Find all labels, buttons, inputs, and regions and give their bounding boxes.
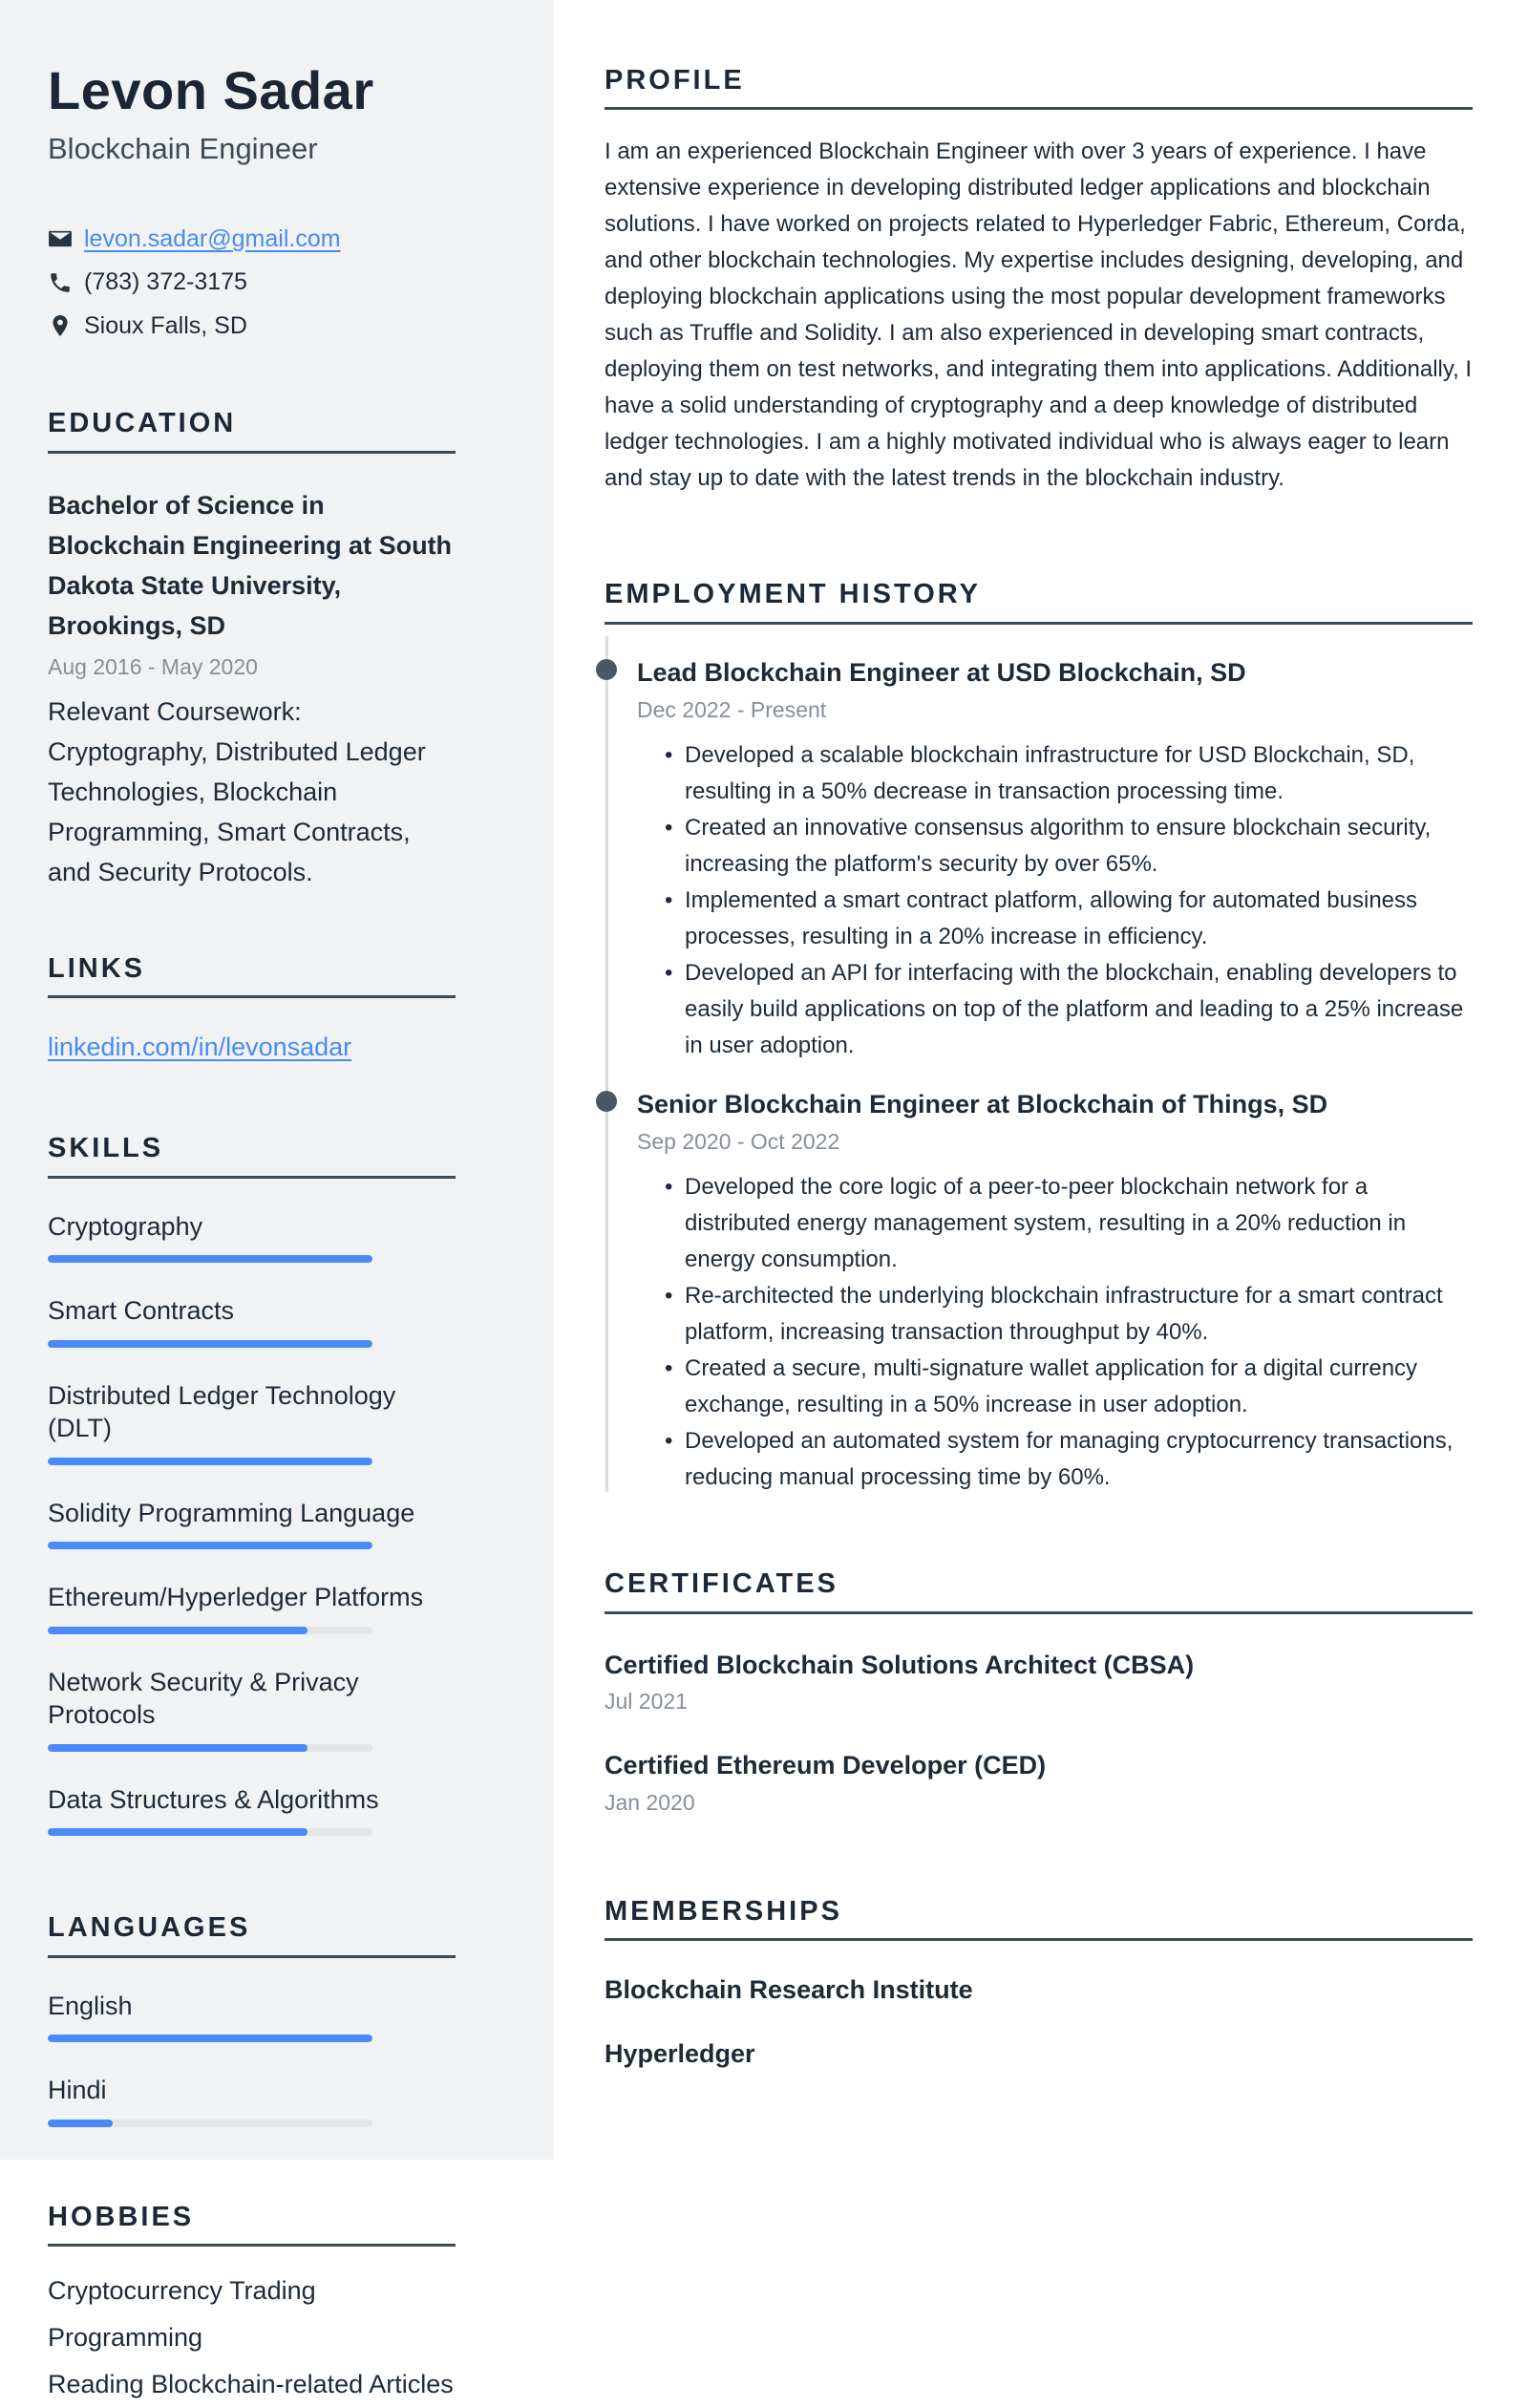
job-entry (637, 657, 1473, 1064)
main-column (554, 0, 1528, 2160)
bullet-text: Developed the core logic of a peer-to-peer blockchain network for a distributed energy management system, resulting in a 20% reduction in energy consumption. (685, 1174, 1407, 1273)
job-title: Senior Blockchain Engineer at Blockchain of Things, SD (637, 1090, 1328, 1119)
profile-section (605, 65, 1473, 497)
certificate-date: Jul 2021 (605, 1689, 688, 1715)
skill-bar-track (48, 1828, 372, 1836)
email-link[interactable]: levon.sadar@gmail.com (84, 224, 341, 252)
skill-bar-fill (48, 1744, 308, 1752)
profile-text: I am an experienced Blockchain Engineer with over 3 years of experience. I have extensive experience in developing distributed ledger applications and blockchain solutions. I have worked on projects related to Hyperledger Fabric, Ethereum, Corda, and other blockchain technologies. My expertise includes designing, developing, and deploying blockchain applications using the most popular development frameworks such as Truffle and Solidity. I am also experienced in developing smart contracts, deploying them on test networks, and integrating them into applications. Additionally, I have a solid understanding of cryptography and a deep knowledge of distributed ledger technologies. I am a highly motivated individual who is always eager to learn and stay up to date with the latest trends in the blockchain industry. (605, 139, 1473, 492)
contact-block (48, 224, 456, 342)
job-bullet-list (637, 737, 1473, 1064)
degree-title: Bachelor of Science in Blockchain Engineering at South Dakota State University, Brookings, SD (48, 490, 453, 640)
skill-bar-fill (48, 1627, 308, 1634)
education-section (48, 408, 456, 891)
section-rule (48, 1955, 456, 1958)
job-bullet (665, 1423, 1473, 1496)
bullet-icon: • (665, 815, 673, 842)
bullet-text: Developed an automated system for managing cryptocurrency transactions, reducing manual processing time by 60%. (685, 1428, 1454, 1491)
bullet-icon: • (665, 1355, 673, 1382)
certificate-title: Certified Ethereum Developer (CED) (605, 1751, 1047, 1780)
link-item (48, 1033, 456, 1062)
hobby-item: Cryptocurrency Trading (48, 2276, 316, 2306)
section-rule (48, 1176, 456, 1179)
profile-heading: PROFILE (605, 65, 745, 96)
job-bullet (665, 1169, 1473, 1278)
bullet-text: Re-architected the underlying blockchain infrastructure for a smart contract platform, increasing transaction throughput by 40%. (685, 1283, 1443, 1346)
skill-label: Solidity Programming Language (48, 1498, 415, 1527)
skill-label: Data Structures & Algorithms (48, 1784, 379, 1814)
bullet-icon: • (665, 1283, 673, 1310)
job-bullet (665, 1351, 1473, 1423)
job-bullet (665, 883, 1473, 955)
bullet-icon: • (665, 960, 673, 987)
job-bullet-list (637, 1169, 1473, 1496)
certificate-title: Certified Blockchain Solutions Architect (CBSA) (605, 1650, 1195, 1679)
language-bar-fill (48, 2035, 372, 2042)
section-rule (48, 2244, 456, 2247)
bullet-text: Implemented a smart contract platform, allowing for automated business processes, resulting in a 20% increase in efficiency. (685, 887, 1418, 950)
language-bar-fill (48, 2120, 113, 2127)
section-rule (48, 995, 456, 998)
bullet-text: Created an innovative consensus algorithm to ensure blockchain security, increasing the platform's security by over 65%. (685, 815, 1432, 878)
job-bullet (665, 1278, 1473, 1351)
certificates-heading: CERTIFICATES (605, 1568, 838, 1600)
hobbies-heading: HOBBIES (48, 2202, 195, 2233)
language-bar-track (48, 2035, 372, 2042)
skills-section (48, 1133, 456, 1836)
skill-bar-track (48, 1542, 372, 1549)
skill-item (48, 1784, 456, 1837)
certificate-item (605, 1650, 1473, 1715)
language-label: Hindi (48, 2076, 107, 2105)
section-rule (605, 622, 1473, 625)
skill-item (48, 1211, 456, 1264)
language-item (48, 1991, 456, 2043)
bullet-icon: • (665, 742, 673, 769)
memberships-heading: MEMBERSHIPS (605, 1895, 842, 1927)
employment-section (605, 579, 1473, 1496)
skill-bar-track (48, 1458, 372, 1465)
membership-item: Blockchain Research Institute (605, 1974, 973, 2004)
job-entry (637, 1089, 1473, 1496)
contact-location-row (48, 310, 456, 342)
employment-heading: EMPLOYMENT HISTORY (605, 579, 981, 610)
skill-bar-fill (48, 1458, 372, 1465)
skill-item (48, 1380, 456, 1465)
skill-label: Network Security & Privacy Protocols (48, 1668, 359, 1729)
skill-bar-track (48, 1340, 372, 1348)
job-bullet (665, 810, 1473, 883)
contact-phone-row (48, 266, 456, 298)
memberships-section (605, 1896, 1473, 2070)
candidate-job-title: Blockchain Engineer (48, 131, 318, 165)
contact-email-row (48, 224, 456, 255)
location-pin-icon (48, 313, 73, 338)
job-title: Lead Blockchain Engineer at USD Blockchain, SD (637, 657, 1246, 687)
timeline-dot (596, 659, 617, 680)
skill-item (48, 1582, 456, 1634)
bullet-icon: • (665, 1428, 673, 1455)
section-rule (48, 451, 456, 454)
bullet-icon: • (665, 1174, 673, 1201)
education-description: Relevant Coursework: Cryptography, Distributed Ledger Technologies, Blockchain Programming, Smart Contracts, and Security Protocols. (48, 696, 426, 886)
skill-item (48, 1667, 456, 1752)
bullet-icon: • (665, 887, 673, 914)
job-dates: Dec 2022 - Present (637, 697, 827, 723)
job-dates: Sep 2020 - Oct 2022 (637, 1129, 840, 1155)
certificate-date: Jan 2020 (605, 1789, 695, 1815)
hobby-list (48, 2268, 456, 2408)
language-label: English (48, 1991, 133, 2020)
envelope-icon (48, 226, 73, 251)
job-bullet (665, 955, 1473, 1064)
links-section (48, 953, 456, 1062)
candidate-name: Levon Sadar (48, 60, 374, 120)
location-text: Sioux Falls, SD (84, 311, 247, 339)
skill-item (48, 1295, 456, 1348)
skill-bar-track (48, 1627, 372, 1634)
language-item (48, 2075, 456, 2127)
timeline-dot (596, 1091, 617, 1112)
certificate-item (605, 1750, 1473, 1815)
certificates-section (605, 1568, 1473, 1815)
section-rule (605, 107, 1473, 110)
job-bullet (665, 737, 1473, 810)
employment-timeline (605, 657, 1473, 1497)
language-bar-track (48, 2120, 372, 2127)
skill-label: Ethereum/Hyperledger Platforms (48, 1583, 424, 1612)
education-heading: EDUCATION (48, 408, 237, 439)
skill-bar-track (48, 1255, 372, 1263)
skill-bar-fill (48, 1542, 372, 1549)
skills-heading: SKILLS (48, 1133, 164, 1164)
bullet-text: Developed an API for interfacing with the blockchain, enabling developers to easily build applications on top of the platform and leading to a 25% increase in user adoption. (685, 960, 1464, 1059)
skill-bar-fill (48, 1828, 308, 1836)
phone-icon (48, 270, 73, 295)
hobby-item: Programming (48, 2323, 203, 2353)
phone-number: (783) 372-3175 (84, 268, 247, 296)
linkedin-link[interactable]: linkedin.com/in/levonsadar (48, 1033, 352, 1062)
skill-bar-track (48, 1744, 372, 1752)
languages-section (48, 1912, 456, 2127)
bullet-text: Developed a scalable blockchain infrastructure for USD Blockchain, SD, resulting in a 50% decrease in transaction processing time. (685, 742, 1415, 805)
skill-label: Smart Contracts (48, 1296, 235, 1326)
sidebar (0, 0, 554, 2399)
hobbies-section (48, 2202, 456, 2408)
section-rule (605, 1938, 1473, 1941)
skill-label: Distributed Ledger Technology (DLT) (48, 1381, 396, 1442)
bullet-text: Created a secure, multi-signature wallet application for a digital currency exchange, resulting in a 50% increase in user adoption. (685, 1355, 1418, 1418)
timeline-line (605, 636, 608, 1493)
membership-item: Hyperledger (605, 2039, 755, 2069)
education-dates: Aug 2016 - May 2020 (48, 653, 258, 679)
hobby-item: Reading Blockchain-related Articles (48, 2370, 454, 2399)
languages-heading: LANGUAGES (48, 1912, 251, 1944)
skill-bar-fill (48, 1255, 372, 1263)
skill-item (48, 1498, 456, 1550)
links-heading: LINKS (48, 952, 145, 984)
section-rule (605, 1611, 1473, 1614)
skill-bar-fill (48, 1340, 372, 1348)
skill-label: Cryptography (48, 1211, 203, 1241)
